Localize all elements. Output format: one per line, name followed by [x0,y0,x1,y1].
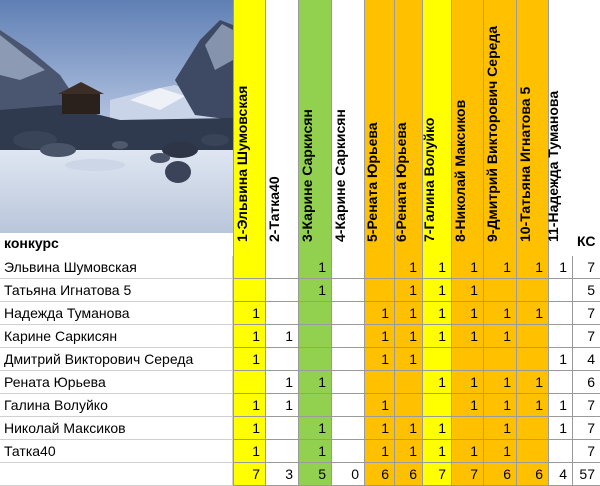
vote-cell[interactable]: 1 [298,417,331,440]
vote-cell[interactable]: 1 [394,348,422,371]
vote-cell[interactable]: 1 [298,371,331,394]
row-name-cell[interactable]: Татка40 [0,440,233,463]
row-total-cell[interactable]: 7 [572,394,600,417]
totals-label-cell[interactable] [0,463,233,486]
vote-cell[interactable]: 1 [265,325,298,348]
column-header[interactable] [483,0,516,256]
vote-cell[interactable] [298,325,331,348]
row-total-cell[interactable]: 7 [572,440,600,463]
vote-cell[interactable] [331,371,364,394]
vote-cell[interactable]: 1 [364,417,394,440]
vote-cell[interactable]: 1 [422,256,451,279]
table-row [0,440,600,463]
column-header-label: 7-Галина Волуйко [421,117,437,242]
vote-cell[interactable] [548,302,572,325]
mountain-landscape-photo [0,0,233,233]
vote-cell[interactable] [265,302,298,325]
row-total-cell[interactable]: 5 [572,279,600,302]
row-total-cell[interactable]: 7 [572,325,600,348]
column-header[interactable] [516,0,548,256]
column-header-label: 5-Рената Юрьева [363,122,380,242]
column-header[interactable] [451,0,483,256]
vote-cell[interactable] [548,440,572,463]
vote-cell[interactable] [233,279,265,302]
vote-cell[interactable]: 1 [516,302,548,325]
vote-cell[interactable]: 1 [483,325,516,348]
vote-cell[interactable]: 1 [483,417,516,440]
column-total-cell[interactable]: 7 [422,463,451,486]
column-header-label: 3-Карине Саркисян [299,109,315,242]
vote-cell[interactable]: 1 [548,394,572,417]
vote-cell[interactable] [394,371,422,394]
column-total-cell[interactable]: 5 [298,463,331,486]
vote-cell[interactable]: 1 [233,394,265,417]
row-name-cell[interactable]: Дмитрий Викторович Середа [0,348,233,371]
vote-cell[interactable] [331,256,364,279]
vote-cell[interactable]: 1 [298,279,331,302]
vote-cell[interactable]: 1 [394,417,422,440]
column-total-cell[interactable]: 3 [265,463,298,486]
table-row [0,348,600,371]
column-total-cell[interactable]: 4 [548,463,572,486]
table-row [0,302,600,325]
vote-cell[interactable]: 1 [422,417,451,440]
vote-cell[interactable] [331,279,364,302]
vote-cell[interactable]: 1 [483,440,516,463]
vote-cell[interactable] [331,348,364,371]
vote-cell[interactable]: 1 [422,440,451,463]
vote-cell[interactable] [516,417,548,440]
vote-cell[interactable]: 1 [394,302,422,325]
column-total-cell[interactable]: 0 [331,463,364,486]
vote-cell[interactable] [364,371,394,394]
vote-cell[interactable]: 1 [364,325,394,348]
vote-cell[interactable]: 1 [516,256,548,279]
vote-cell[interactable] [265,256,298,279]
column-header[interactable] [265,0,298,256]
vote-cell[interactable]: 1 [451,440,483,463]
row-total-cell[interactable]: 7 [572,256,600,279]
row-name-cell[interactable]: Галина Волуйко [0,394,233,417]
vote-cell[interactable]: 1 [548,348,572,371]
vote-cell[interactable]: 1 [451,371,483,394]
vote-cell[interactable] [265,348,298,371]
vote-cell[interactable] [516,279,548,302]
vote-cell[interactable]: 1 [298,256,331,279]
column-total-cell[interactable]: 7 [233,463,265,486]
vote-cell[interactable]: 1 [483,256,516,279]
table-row [0,394,600,417]
vote-cell[interactable] [331,440,364,463]
grand-total-cell[interactable]: 57 [572,463,600,486]
total-column-header: КС [577,233,596,249]
column-header-label: 8-Николай Максиков [451,99,468,242]
column-total-cell[interactable]: 7 [451,463,483,486]
vote-cell[interactable] [364,279,394,302]
vote-cell[interactable] [331,302,364,325]
vote-cell[interactable]: 1 [422,371,451,394]
column-header[interactable] [331,0,364,256]
vote-cell[interactable] [422,394,451,417]
table-row [0,417,600,440]
vote-cell[interactable]: 1 [483,371,516,394]
table-corner-label: конкурс [4,235,59,251]
column-header-label: 1-Эльвина Шумовская [233,85,250,242]
vote-cell[interactable]: 1 [394,325,422,348]
vote-cell[interactable] [516,348,548,371]
vote-cell[interactable]: 1 [364,394,394,417]
column-header[interactable] [422,0,451,256]
totals-row-cells [0,463,600,486]
column-header[interactable] [298,0,331,256]
column-header[interactable] [364,0,394,256]
column-header-label: 6-Рената Юрьева [392,122,409,242]
column-total-cell[interactable]: 6 [516,463,548,486]
vote-cell[interactable] [265,279,298,302]
row-total-cell[interactable]: 7 [572,417,600,440]
vote-cell[interactable] [483,279,516,302]
row-total-cell[interactable]: 6 [572,371,600,394]
vote-cell[interactable]: 1 [233,325,265,348]
vote-cell[interactable] [483,348,516,371]
vote-cell[interactable]: 1 [548,256,572,279]
vote-cell[interactable]: 1 [516,371,548,394]
row-total-cell[interactable]: 7 [572,302,600,325]
vote-cell[interactable]: 1 [548,417,572,440]
vote-cell[interactable]: 1 [451,279,483,302]
vote-cell[interactable]: 1 [364,348,394,371]
vote-cell[interactable] [233,371,265,394]
vote-cell[interactable] [516,325,548,348]
vote-cell[interactable]: 1 [516,394,548,417]
row-name-cell[interactable]: Рената Юрьева [0,371,233,394]
row-name-cell[interactable]: Николай Максиков [0,417,233,440]
column-header-label: 2-Татка40 [266,176,282,242]
vote-cell[interactable]: 1 [233,302,265,325]
vote-cell[interactable]: 1 [233,417,265,440]
vote-cell[interactable]: 1 [422,279,451,302]
vote-cell[interactable] [331,417,364,440]
column-total-cell[interactable]: 6 [394,463,422,486]
vote-cell[interactable]: 1 [451,302,483,325]
row-total-cell[interactable]: 4 [572,348,600,371]
vote-cell[interactable] [516,440,548,463]
row-name-cell[interactable]: Надежда Туманова [0,302,233,325]
column-header-label: 11-Надежда Туманова [544,90,561,242]
vote-cell[interactable]: 1 [233,440,265,463]
column-total-cell[interactable]: 6 [483,463,516,486]
column-header-label: 10-Татьяна Игнатова 5 [516,86,533,242]
vote-cell[interactable]: 1 [394,440,422,463]
vote-cell[interactable]: 1 [422,325,451,348]
vote-cell[interactable] [331,325,364,348]
row-name-cell[interactable]: Эльвина Шумовская [0,256,233,279]
vote-cell[interactable] [451,417,483,440]
vote-cell[interactable] [233,256,265,279]
vote-cell[interactable]: 1 [451,325,483,348]
column-header[interactable] [233,0,265,256]
vote-cell[interactable]: 1 [394,279,422,302]
vote-cell[interactable] [548,371,572,394]
vote-cell[interactable]: 1 [364,302,394,325]
table-row [0,279,600,302]
vote-cell[interactable] [265,417,298,440]
vote-cell[interactable]: 1 [451,256,483,279]
vote-cell[interactable] [422,348,451,371]
table-row [0,371,600,394]
vote-cell[interactable] [298,394,331,417]
vote-cell[interactable] [298,348,331,371]
vote-cell[interactable] [394,394,422,417]
column-header[interactable] [544,0,572,256]
row-name-cell[interactable]: Татьяна Игнатова 5 [0,279,233,302]
vote-cell[interactable] [364,256,394,279]
row-name-cell[interactable]: Карине Саркисян [0,325,233,348]
vote-cell[interactable] [298,302,331,325]
vote-cell[interactable] [331,394,364,417]
table-row [0,256,600,279]
column-total-cell[interactable]: 6 [364,463,394,486]
vote-cell[interactable]: 1 [483,302,516,325]
vote-cell[interactable] [548,325,572,348]
vote-cell[interactable]: 1 [451,394,483,417]
vote-cell[interactable] [265,440,298,463]
vote-cell[interactable]: 1 [298,440,331,463]
vote-cell[interactable]: 1 [394,256,422,279]
vote-cell[interactable]: 1 [233,348,265,371]
vote-cell[interactable]: 1 [364,440,394,463]
table-row [0,325,600,348]
vote-cell[interactable] [451,348,483,371]
vote-cell[interactable]: 1 [265,394,298,417]
vote-cell[interactable]: 1 [422,302,451,325]
column-header-label: 4-Карине Саркисян [332,109,348,242]
vote-cell[interactable]: 1 [265,371,298,394]
column-header[interactable] [394,0,422,256]
vote-cell[interactable] [548,279,572,302]
vote-cell[interactable]: 1 [483,394,516,417]
column-header-label: 9-Дмитрий Викторович Середа [484,25,500,242]
